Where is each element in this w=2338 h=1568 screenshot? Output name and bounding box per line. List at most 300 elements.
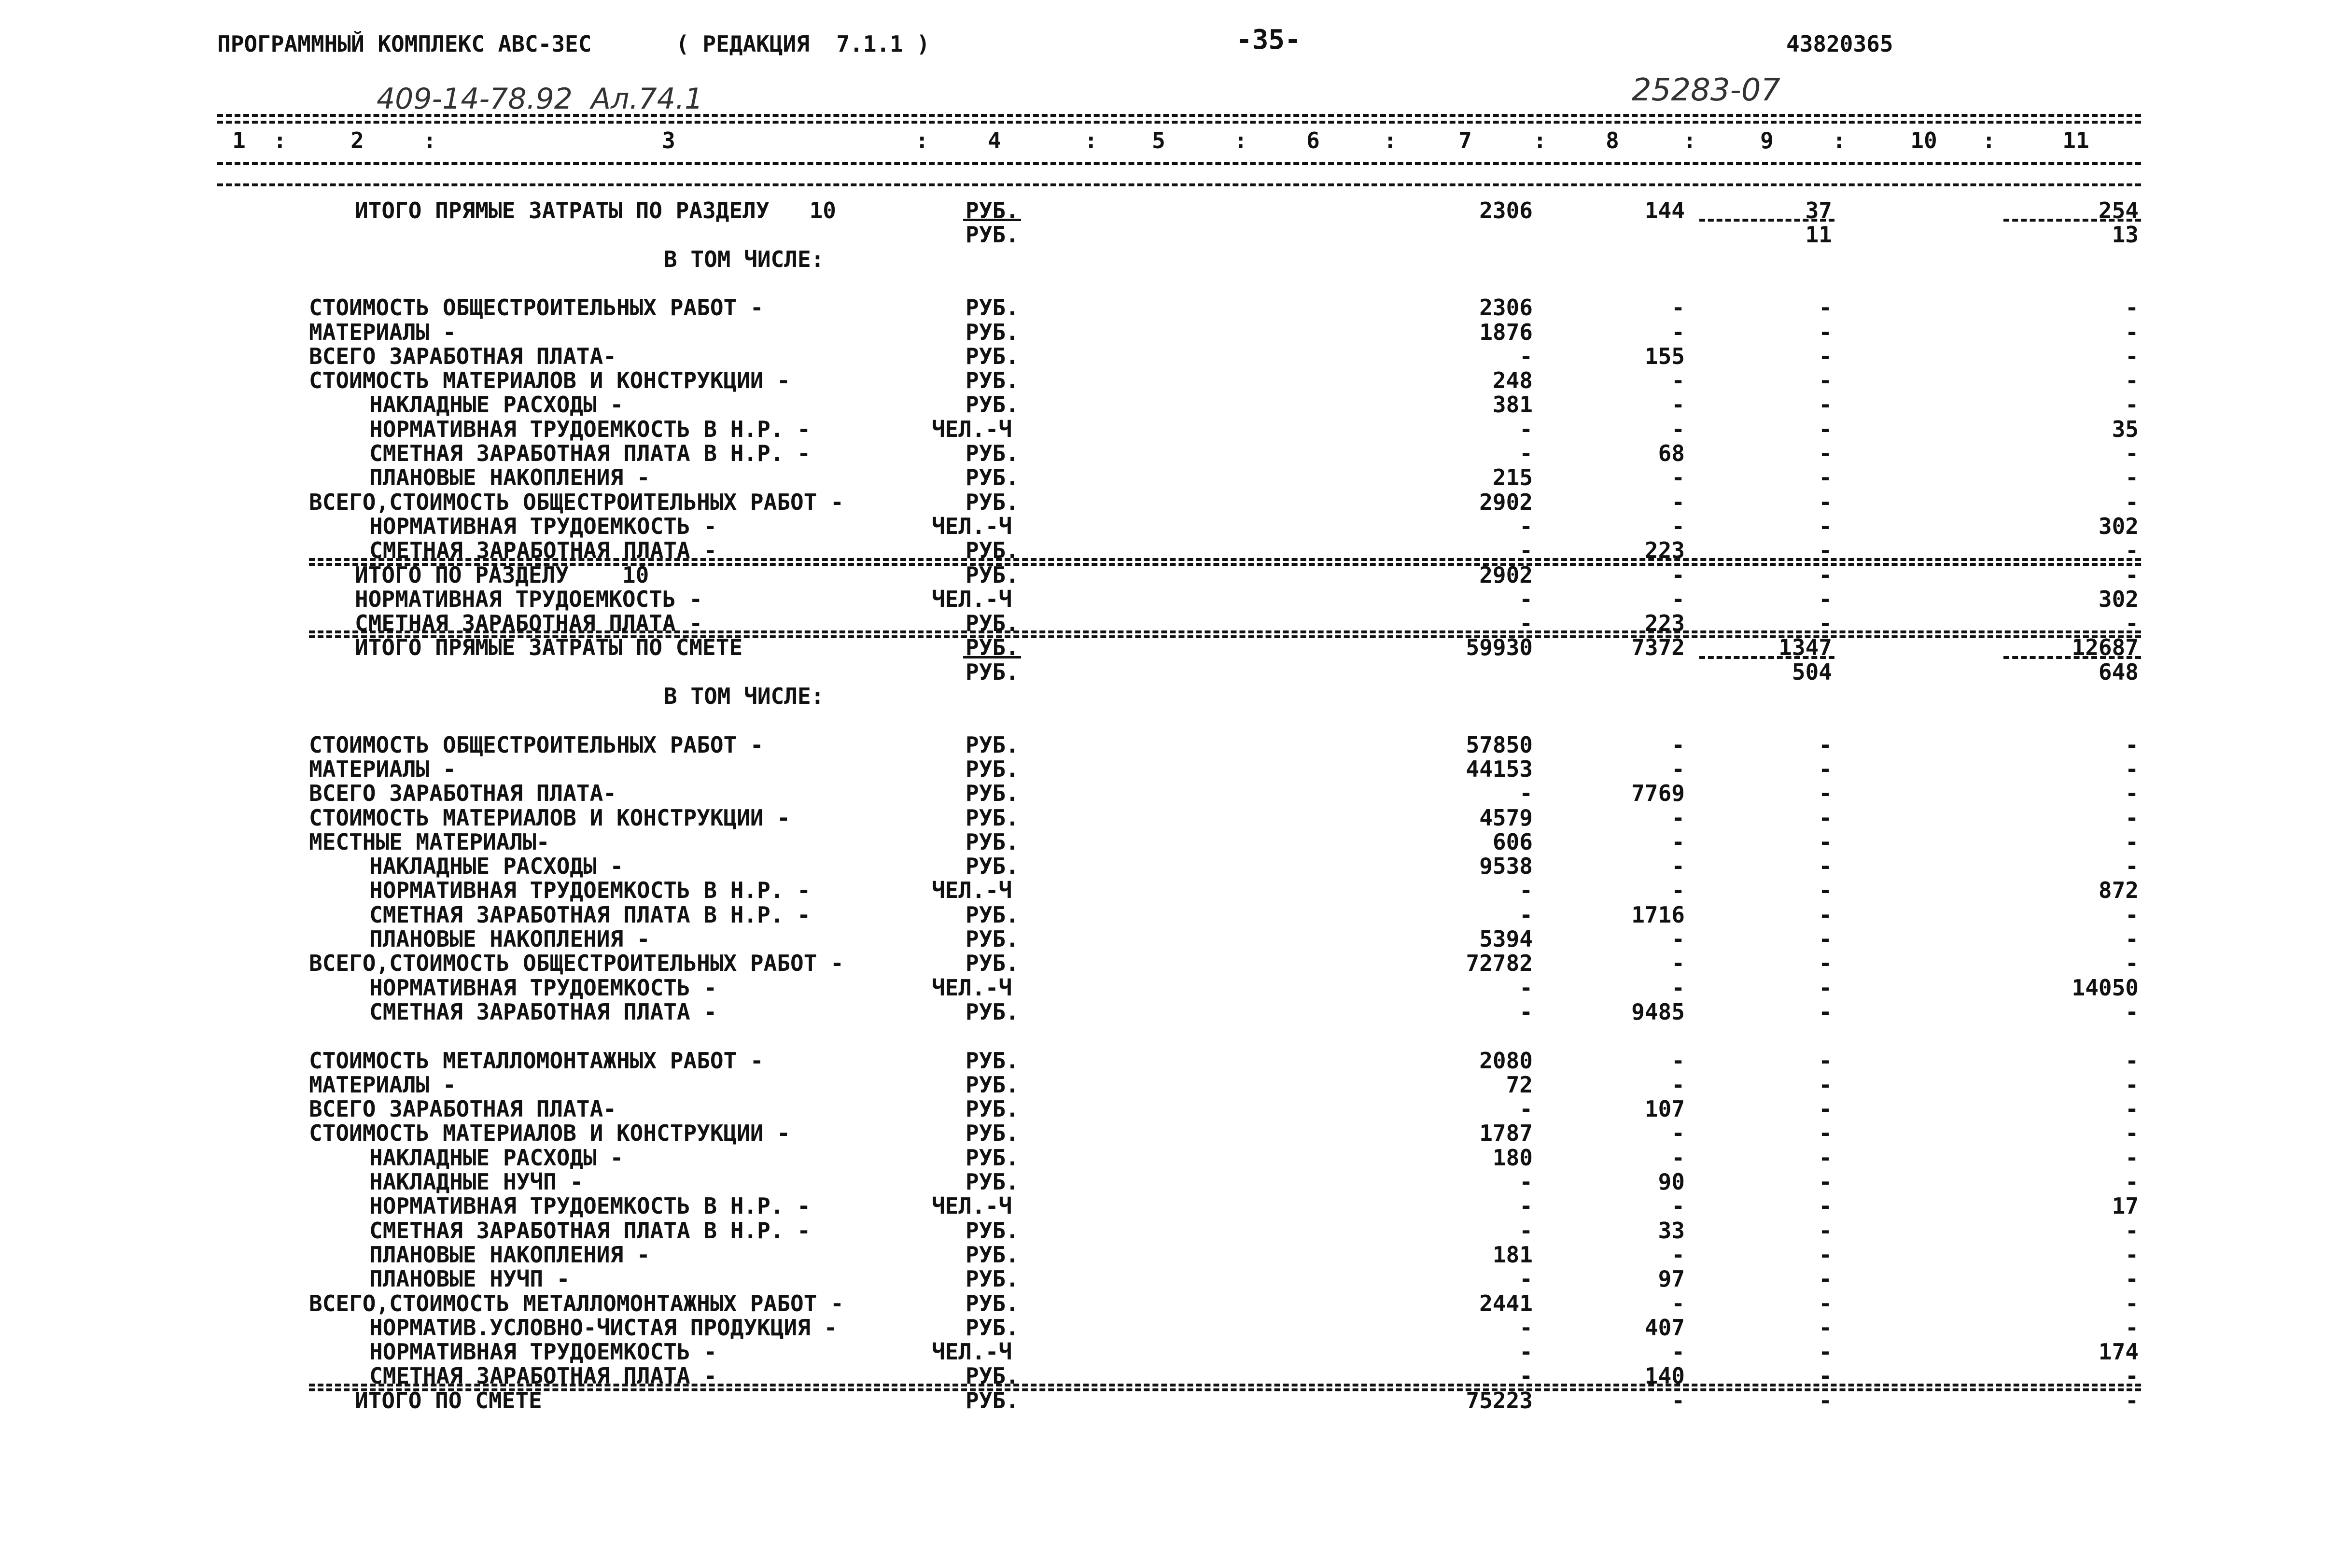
cell-col-9: - (1819, 1072, 1832, 1098)
cell-col-8: - (1671, 562, 1685, 588)
row-unit: ЧЕЛ.-Ч (932, 586, 1012, 612)
cell-col-11: - (2125, 562, 2139, 588)
row-unit: РУБ. (966, 853, 1019, 879)
underline-unit (963, 219, 1021, 221)
cell-col-8: - (1671, 853, 1685, 879)
cell-col-7: 180 (1492, 1145, 1533, 1171)
cell-col-7: - (1519, 343, 1533, 369)
row-label: СТОИМОСТЬ ОБЩЕСТРОИТЕЛЬНЫХ РАБОТ - (309, 294, 764, 321)
cell-col-11: 17 (2112, 1193, 2139, 1219)
cell-col-7: 57850 (1466, 732, 1533, 758)
row-unit: ЧЕЛ.-Ч (932, 416, 1012, 442)
cell-col-11: - (2125, 853, 2139, 879)
row-label: СМЕТНАЯ ЗАРАБОТНАЯ ПЛАТА В Н.Р. - (369, 902, 811, 928)
row-label: МАТЕРИАЛЫ - (309, 319, 456, 345)
row-unit: РУБ. (966, 392, 1019, 418)
column-separator: : (1982, 127, 1996, 154)
cell-col-8: 144 (1644, 197, 1685, 224)
row-label: СТОИМОСТЬ ОБЩЕСТРОИТЕЛЬНЫХ РАБОТ - (309, 732, 764, 758)
column-number: 10 (1910, 127, 1937, 154)
row-label: СМЕТНАЯ ЗАРАБОТНАЯ ПЛАТА - (369, 999, 717, 1025)
cell-col-8: - (1671, 367, 1685, 393)
cell-col-7: 2306 (1479, 197, 1533, 224)
row-unit: РУБ. (966, 1315, 1019, 1341)
row-unit: РУБ. (966, 294, 1019, 321)
cell-col-9: - (1819, 489, 1832, 515)
cell-col-8: - (1671, 829, 1685, 855)
cell-col-11: 302 (2098, 513, 2139, 539)
row-label: НАКЛАДНЫЕ НУЧП - (369, 1169, 584, 1195)
cell-col-7: - (1519, 1218, 1533, 1244)
cell-col-11: - (2125, 1266, 2139, 1292)
cell-col-9: - (1819, 513, 1832, 539)
cell-col-9: - (1819, 294, 1832, 321)
column-separator: : (915, 127, 929, 154)
row-label: ПЛАНОВЫЕ НАКОПЛЕНИЯ - (369, 464, 650, 490)
cell-col-11: - (2125, 440, 2139, 466)
cell-col-9: - (1819, 586, 1832, 612)
cell-col-9: - (1819, 780, 1832, 806)
row-label: НОРМАТИВНАЯ ТРУДОЕМКОСТЬ В Н.Р. - (369, 1193, 811, 1219)
section-rule (309, 635, 2141, 638)
column-separator: : (1084, 127, 1098, 154)
row-label: ВСЕГО ЗАРАБОТНАЯ ПЛАТА- (309, 780, 616, 806)
row-label: ИТОГО ПО РАЗДЕЛУ 10 (355, 562, 649, 588)
cell-col-7: - (1519, 1193, 1533, 1219)
row-label: ИТОГО ПРЯМЫЕ ЗАТРАТЫ ПО РАЗДЕЛУ 10 (355, 197, 836, 224)
cell-col-9: - (1819, 319, 1832, 345)
header-rule-bottom (217, 162, 2141, 165)
row-label: СМЕТНАЯ ЗАРАБОТНАЯ ПЛАТА - (369, 537, 717, 563)
row-unit: РУБ. (966, 1242, 1019, 1268)
cell-col-8: - (1671, 975, 1685, 1001)
row-unit: РУБ. (966, 319, 1019, 345)
row-label: В ТОМ ЧИСЛЕ: (664, 683, 825, 709)
row-unit: РУБ. (966, 489, 1019, 515)
row-label: МАТЕРИАЛЫ - (309, 756, 456, 782)
row-label: ВСЕГО ЗАРАБОТНАЯ ПЛАТА- (309, 343, 616, 369)
cell-col-11: 648 (2098, 659, 2139, 685)
cell-col-11: - (2125, 367, 2139, 393)
row-unit: РУБ. (966, 367, 1019, 393)
cell-col-9: - (1819, 877, 1832, 903)
cell-col-11: - (2125, 1387, 2139, 1414)
row-label: ВСЕГО,СТОИМОСТЬ ОБЩЕСТРОИТЕЛЬНЫХ РАБОТ - (309, 489, 844, 515)
cell-col-11: - (2125, 392, 2139, 418)
row-unit: ЧЕЛ.-Ч (932, 1193, 1012, 1219)
cell-col-7: 59930 (1466, 634, 1533, 660)
cell-col-11: - (2125, 1048, 2139, 1074)
body-rule-top (217, 183, 2141, 186)
cell-col-8: - (1671, 805, 1685, 831)
row-unit: РУБ. (966, 1048, 1019, 1074)
underline-col-11 (2003, 219, 2141, 222)
cell-col-8: 68 (1658, 440, 1685, 466)
cell-col-7: 9538 (1479, 853, 1533, 879)
cell-col-9: - (1819, 440, 1832, 466)
cell-col-8: - (1671, 950, 1685, 976)
cell-col-8: - (1671, 1290, 1685, 1316)
cell-col-9: - (1819, 1266, 1832, 1292)
row-unit: РУБ. (966, 659, 1019, 685)
cell-col-7: 381 (1492, 392, 1533, 418)
column-separator: : (273, 127, 287, 154)
cell-col-9: - (1819, 392, 1832, 418)
cell-col-11: 872 (2098, 877, 2139, 903)
row-unit: РУБ. (966, 999, 1019, 1025)
cell-col-7: 1876 (1479, 319, 1533, 345)
row-unit: ЧЕЛ.-Ч (932, 877, 1012, 903)
column-number: 7 (1458, 127, 1472, 154)
cell-col-8: - (1671, 1072, 1685, 1098)
cell-col-9: - (1819, 1387, 1832, 1414)
row-label: НОРМАТИВНАЯ ТРУДОЕМКОСТЬ - (369, 1339, 717, 1365)
cell-col-9: - (1819, 902, 1832, 928)
cell-col-7: - (1519, 440, 1533, 466)
row-label: МЕСТНЫЕ МАТЕРИАЛЫ- (309, 829, 550, 855)
row-unit: ЧЕЛ.-Ч (932, 513, 1012, 539)
cell-col-9: - (1819, 1218, 1832, 1244)
row-unit: РУБ. (966, 805, 1019, 831)
cell-col-9: 1347 (1778, 634, 1832, 660)
cell-col-9: - (1819, 1315, 1832, 1341)
row-label: СТОИМОСТЬ МАТЕРИАЛОВ И КОНСТРУКЦИИ - (309, 805, 790, 831)
cell-col-7: - (1519, 975, 1533, 1001)
column-number: 9 (1760, 127, 1774, 154)
underline-unit (963, 656, 1021, 658)
cell-col-9: - (1819, 756, 1832, 782)
row-unit: РУБ. (966, 829, 1019, 855)
cell-col-11: 35 (2112, 416, 2139, 442)
row-label: НОРМАТИВНАЯ ТРУДОЕМКОСТЬ - (355, 586, 703, 612)
cell-col-7: - (1519, 999, 1533, 1025)
underline-col-9 (1699, 219, 1834, 222)
cell-col-9: 504 (1792, 659, 1832, 685)
cell-col-9: - (1819, 1169, 1832, 1195)
cell-col-7: 44153 (1466, 756, 1533, 782)
cell-col-7: - (1519, 1169, 1533, 1195)
row-unit: РУБ. (966, 562, 1019, 588)
cell-col-7: - (1519, 1339, 1533, 1365)
row-unit: РУБ. (966, 1120, 1019, 1146)
cell-col-9: - (1819, 1145, 1832, 1171)
cell-col-7: 75223 (1466, 1387, 1533, 1414)
row-label: ВСЕГО,СТОИМОСТЬ ОБЩЕСТРОИТЕЛЬНЫХ РАБОТ - (309, 950, 844, 976)
row-label: ПЛАНОВЫЕ НУЧП - (369, 1266, 570, 1292)
cell-col-11: - (2125, 464, 2139, 490)
row-unit: РУБ. (966, 756, 1019, 782)
cell-col-7: 5394 (1479, 926, 1533, 952)
row-unit: РУБ. (966, 1145, 1019, 1171)
cell-col-11: - (2125, 1120, 2139, 1146)
cell-col-11: - (2125, 1363, 2139, 1389)
cell-col-8: 33 (1658, 1218, 1685, 1244)
cell-col-11: 12687 (2072, 634, 2139, 660)
column-number: 1 (232, 127, 246, 154)
cell-col-11: - (2125, 805, 2139, 831)
handwritten-reference-left: 409-14-78.92 Ал.74.1 (377, 82, 703, 116)
row-label: НОРМАТИВНАЯ ТРУДОЕМКОСТЬ В Н.Р. - (369, 877, 811, 903)
cell-col-7: 2441 (1479, 1290, 1533, 1316)
row-label: В ТОМ ЧИСЛЕ: (664, 246, 825, 272)
row-unit: РУБ. (966, 902, 1019, 928)
row-unit: РУБ. (966, 222, 1019, 248)
cell-col-8: - (1671, 1387, 1685, 1414)
column-number: 4 (988, 127, 1001, 154)
cell-col-11: 13 (2112, 222, 2139, 248)
column-separator: : (1683, 127, 1696, 154)
cell-col-9: - (1819, 1290, 1832, 1316)
row-label: НОРМАТИВ.УСЛОВНО-ЧИСТАЯ ПРОДУКЦИЯ - (369, 1315, 838, 1341)
row-label: НОРМАТИВНАЯ ТРУДОЕМКОСТЬ - (369, 975, 717, 1001)
cell-col-11: - (2125, 1096, 2139, 1122)
row-label: НАКЛАДНЫЕ РАСХОДЫ - (369, 392, 624, 418)
document-code: 43820365 (1786, 31, 1893, 57)
cell-col-11: - (2125, 926, 2139, 952)
cell-col-7: - (1519, 780, 1533, 806)
cell-col-11: - (2125, 1145, 2139, 1171)
column-number: 5 (1152, 127, 1165, 154)
cell-col-11: - (2125, 489, 2139, 515)
cell-col-11: 254 (2098, 197, 2139, 224)
row-unit: РУБ. (966, 634, 1019, 660)
column-separator: : (1384, 127, 1397, 154)
row-label: ПЛАНОВЫЕ НАКОПЛЕНИЯ - (369, 926, 650, 952)
cell-col-9: - (1819, 950, 1832, 976)
cell-col-9: - (1819, 610, 1832, 636)
row-label: ИТОГО ПРЯМЫЕ ЗАТРАТЫ ПО СМЕТЕ (355, 634, 743, 660)
column-separator: : (1234, 127, 1247, 154)
row-unit: РУБ. (966, 926, 1019, 952)
cell-col-8: - (1671, 464, 1685, 490)
cell-col-11: - (2125, 1169, 2139, 1195)
cell-col-8: - (1671, 1048, 1685, 1074)
cell-col-7: 2902 (1479, 562, 1533, 588)
cell-col-9: - (1819, 1339, 1832, 1365)
row-unit: РУБ. (966, 343, 1019, 369)
row-label: ПЛАНОВЫЕ НАКОПЛЕНИЯ - (369, 1242, 650, 1268)
row-label: СТОИМОСТЬ МАТЕРИАЛОВ И КОНСТРУКЦИИ - (309, 367, 790, 393)
cell-col-9: - (1819, 926, 1832, 952)
row-unit: РУБ. (966, 1266, 1019, 1292)
row-label: МАТЕРИАЛЫ - (309, 1072, 456, 1098)
row-unit: РУБ. (966, 440, 1019, 466)
row-unit: РУБ. (966, 1363, 1019, 1389)
row-label: СМЕТНАЯ ЗАРАБОТНАЯ ПЛАТА - (355, 610, 703, 636)
row-unit: РУБ. (966, 780, 1019, 806)
cell-col-8: 155 (1644, 343, 1685, 369)
cell-col-11: - (2125, 343, 2139, 369)
cell-col-8: - (1671, 489, 1685, 515)
cell-col-11: - (2125, 319, 2139, 345)
cell-col-9: - (1819, 1120, 1832, 1146)
cell-col-8: - (1671, 392, 1685, 418)
cell-col-8: - (1671, 513, 1685, 539)
cell-col-7: - (1519, 416, 1533, 442)
cell-col-8: - (1671, 732, 1685, 758)
cell-col-8: - (1671, 1120, 1685, 1146)
cell-col-8: - (1671, 756, 1685, 782)
cell-col-9: - (1819, 1242, 1832, 1268)
row-label: ВСЕГО ЗАРАБОТНАЯ ПЛАТА- (309, 1096, 616, 1122)
cell-col-9: 37 (1805, 197, 1832, 224)
cell-col-7: 248 (1492, 367, 1533, 393)
cell-col-8: - (1671, 877, 1685, 903)
cell-col-8: - (1671, 1242, 1685, 1268)
cell-col-9: - (1819, 367, 1832, 393)
row-unit: РУБ. (966, 950, 1019, 976)
cell-col-9: - (1819, 416, 1832, 442)
cell-col-8: - (1671, 1145, 1685, 1171)
column-number: 2 (350, 127, 364, 154)
cell-col-11: - (2125, 1315, 2139, 1341)
cell-col-8: 7372 (1631, 634, 1685, 660)
program-title: ПРОГРАММНЫЙ КОМПЛЕКС АВС-3ЕС (217, 31, 592, 57)
column-number: 8 (1606, 127, 1619, 154)
cell-col-8: 140 (1644, 1363, 1685, 1389)
cell-col-7: 2080 (1479, 1048, 1533, 1074)
row-label: НАКЛАДНЫЕ РАСХОДЫ - (369, 853, 624, 879)
cell-col-9: - (1819, 805, 1832, 831)
cell-col-7: - (1519, 1096, 1533, 1122)
cell-col-7: 2306 (1479, 294, 1533, 321)
cell-col-11: 302 (2098, 586, 2139, 612)
cell-col-9: - (1819, 464, 1832, 490)
cell-col-8: 407 (1644, 1315, 1685, 1341)
section-rule (309, 1384, 2141, 1386)
cell-col-7: 2902 (1479, 489, 1533, 515)
cell-col-8: 97 (1658, 1266, 1685, 1292)
cell-col-11: - (2125, 829, 2139, 855)
column-number: 3 (662, 127, 675, 154)
cell-col-8: - (1671, 319, 1685, 345)
section-rule (309, 630, 2141, 633)
cell-col-9: - (1819, 537, 1832, 563)
cell-col-7: 1787 (1479, 1120, 1533, 1146)
cell-col-8: 7769 (1631, 780, 1685, 806)
column-separator: : (1833, 127, 1846, 154)
cell-col-7: 606 (1492, 829, 1533, 855)
cell-col-8: 223 (1644, 610, 1685, 636)
row-label: СМЕТНАЯ ЗАРАБОТНАЯ ПЛАТА В Н.Р. - (369, 440, 811, 466)
page-number: -35- (1236, 24, 1301, 56)
cell-col-9: - (1819, 1048, 1832, 1074)
row-label: СМЕТНАЯ ЗАРАБОТНАЯ ПЛАТА В Н.Р. - (369, 1218, 811, 1244)
row-unit: РУБ. (966, 610, 1019, 636)
section-rule (309, 1388, 2141, 1391)
edition-label: ( РЕДАКЦИЯ 7.1.1 ) (676, 31, 930, 57)
cell-col-11: - (2125, 1242, 2139, 1268)
row-unit: РУБ. (966, 1072, 1019, 1098)
cell-col-11: - (2125, 780, 2139, 806)
cell-col-7: - (1519, 586, 1533, 612)
cell-col-11: - (2125, 732, 2139, 758)
row-label: НАКЛАДНЫЕ РАСХОДЫ - (369, 1145, 624, 1171)
cell-col-11: - (2125, 950, 2139, 976)
cell-col-11: - (2125, 294, 2139, 321)
cell-col-9: - (1819, 562, 1832, 588)
cell-col-11: 14050 (2072, 975, 2139, 1001)
row-label: СТОИМОСТЬ МЕТАЛЛОМОНТАЖНЫХ РАБОТ - (309, 1048, 764, 1074)
cell-col-7: - (1519, 902, 1533, 928)
section-rule (309, 563, 2141, 566)
row-label: ИТОГО ПО СМЕТЕ (355, 1387, 542, 1414)
cell-col-7: - (1519, 1315, 1533, 1341)
cell-col-8: - (1671, 1339, 1685, 1365)
cell-col-8: - (1671, 294, 1685, 321)
cell-col-8: 107 (1644, 1096, 1685, 1122)
cell-col-7: - (1519, 877, 1533, 903)
cell-col-9: - (1819, 853, 1832, 879)
cell-col-8: - (1671, 1193, 1685, 1219)
cell-col-9: 11 (1805, 222, 1832, 248)
cell-col-11: - (2125, 1290, 2139, 1316)
column-number: 6 (1306, 127, 1320, 154)
cell-col-7: - (1519, 537, 1533, 563)
cell-col-11: - (2125, 999, 2139, 1025)
cell-col-8: 223 (1644, 537, 1685, 563)
cell-col-8: 9485 (1631, 999, 1685, 1025)
cell-col-9: - (1819, 999, 1832, 1025)
cell-col-9: - (1819, 343, 1832, 369)
column-separator: : (1533, 127, 1547, 154)
row-unit: РУБ. (966, 1387, 1019, 1414)
header-rule-mid (217, 121, 2141, 124)
cell-col-7: - (1519, 1266, 1533, 1292)
cell-col-8: - (1671, 926, 1685, 952)
cell-col-7: 72782 (1466, 950, 1533, 976)
cell-col-7: - (1519, 513, 1533, 539)
cell-col-9: - (1819, 732, 1832, 758)
cell-col-9: - (1819, 829, 1832, 855)
row-label: НОРМАТИВНАЯ ТРУДОЕМКОСТЬ - (369, 513, 717, 539)
cell-col-9: - (1819, 975, 1832, 1001)
cell-col-7: 181 (1492, 1242, 1533, 1268)
cell-col-11: - (2125, 610, 2139, 636)
row-unit: РУБ. (966, 537, 1019, 563)
cell-col-9: - (1819, 1096, 1832, 1122)
section-rule (309, 558, 2141, 561)
column-number: 11 (2062, 127, 2089, 154)
row-label: ВСЕГО,СТОИМОСТЬ МЕТАЛЛОМОНТАЖНЫХ РАБОТ - (309, 1290, 844, 1316)
cell-col-7: 72 (1506, 1072, 1533, 1098)
underline-col-9 (1699, 656, 1834, 659)
cell-col-11: - (2125, 1072, 2139, 1098)
cell-col-7: 4579 (1479, 805, 1533, 831)
handwritten-reference-right: 25283-07 (1632, 72, 1781, 108)
cell-col-11: - (2125, 756, 2139, 782)
cell-col-11: - (2125, 1218, 2139, 1244)
column-separator: : (423, 127, 436, 154)
cell-col-7: - (1519, 1363, 1533, 1389)
cell-col-8: 90 (1658, 1169, 1685, 1195)
row-unit: ЧЕЛ.-Ч (932, 1339, 1012, 1365)
row-unit: РУБ. (966, 197, 1019, 224)
cell-col-11: - (2125, 537, 2139, 563)
row-label: НОРМАТИВНАЯ ТРУДОЕМКОСТЬ В Н.Р. - (369, 416, 811, 442)
row-unit: РУБ. (966, 1218, 1019, 1244)
row-unit: РУБ. (966, 1169, 1019, 1195)
header-rule-top (217, 114, 2141, 117)
cell-col-7: - (1519, 610, 1533, 636)
row-unit: РУБ. (966, 1290, 1019, 1316)
cell-col-8: - (1671, 586, 1685, 612)
cell-col-9: - (1819, 1363, 1832, 1389)
row-unit: РУБ. (966, 1096, 1019, 1122)
row-unit: РУБ. (966, 732, 1019, 758)
row-unit: РУБ. (966, 464, 1019, 490)
cell-col-11: - (2125, 902, 2139, 928)
